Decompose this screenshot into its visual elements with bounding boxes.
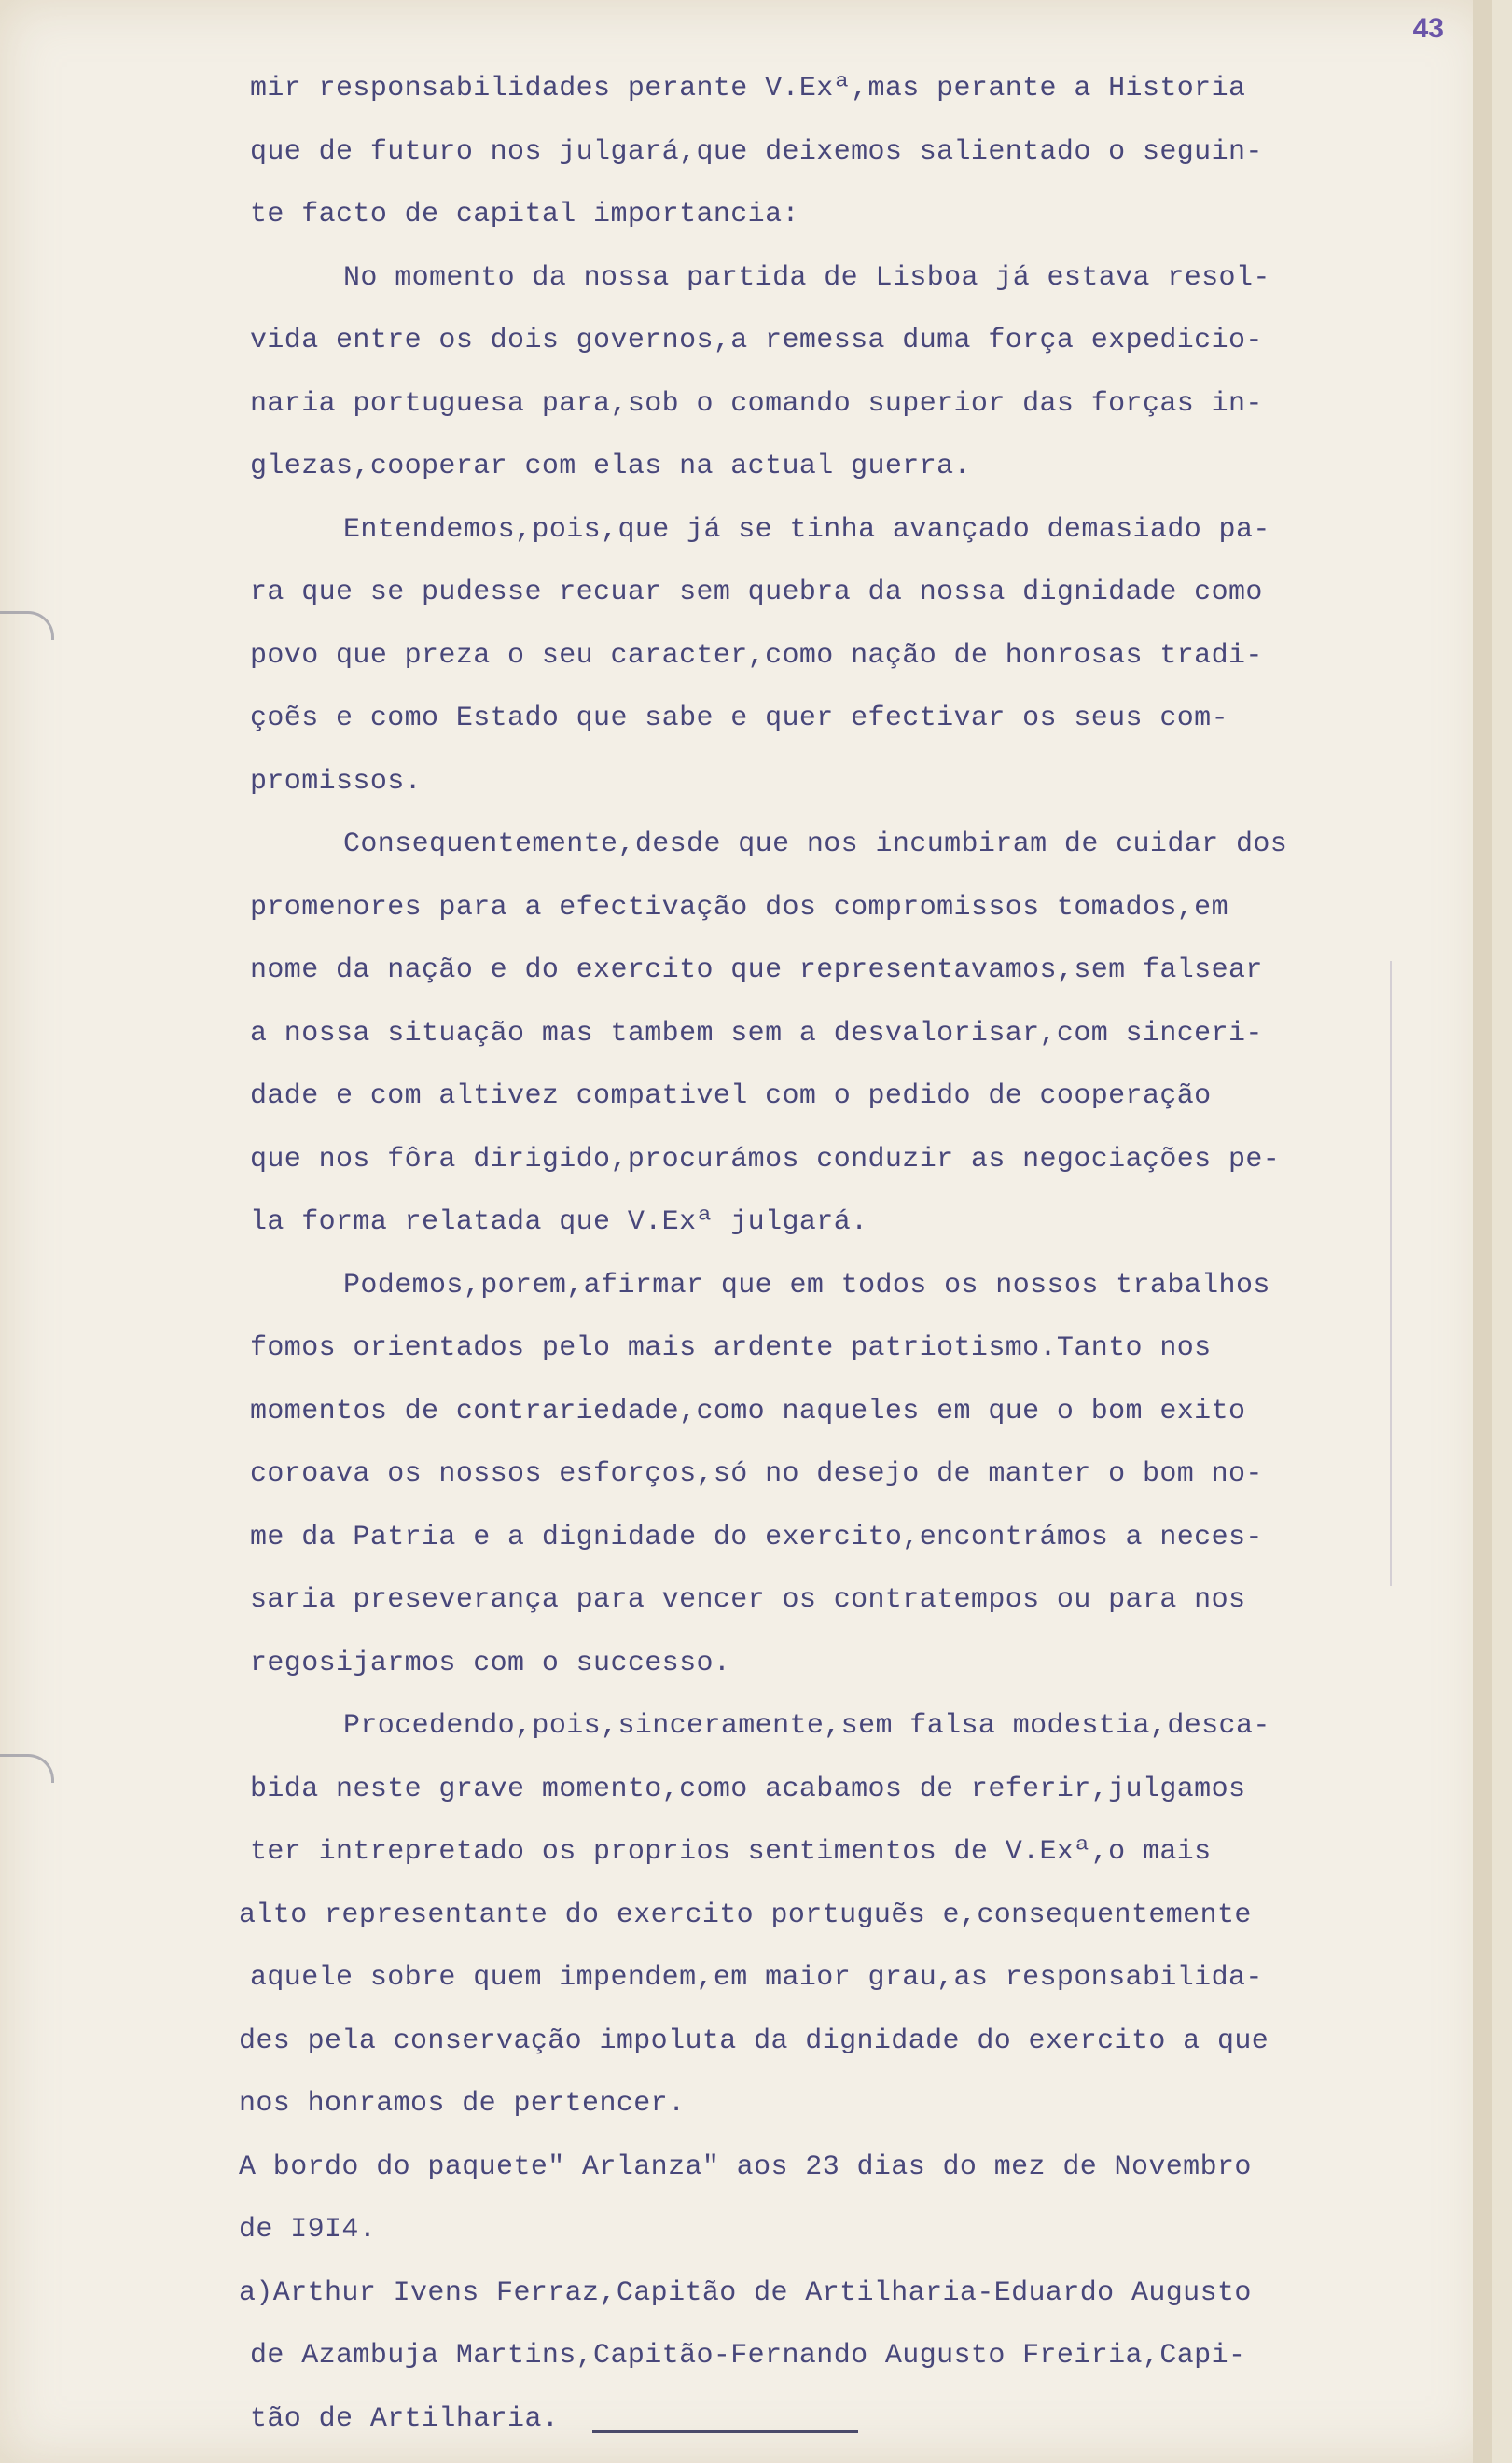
text-line: momentos de contrariedade,como naqueles em que o bom exito	[250, 1395, 1246, 1427]
text-line: promissos.	[250, 765, 423, 798]
text-line: promenores para a efectivação dos compromissos tomados,em	[250, 891, 1228, 924]
place-date-line: de I9I4.	[239, 2214, 377, 2246]
signature-line: a)Arthur Ivens Ferraz,Capitão de Artilharia-Eduardo Augusto	[239, 2276, 1252, 2309]
signature-line: de Azambuja Martins,Capitão-Fernando Augusto Freiria,Capi-	[250, 2340, 1246, 2372]
text-line: naria portuguesa para,sob o comando superior das forças in-	[250, 387, 1263, 420]
margin-mark	[0, 611, 54, 640]
text-line: que nos fôra dirigido,procurámos conduzir as negociações pe-	[250, 1143, 1281, 1176]
text-line: me da Patria e a dignidade do exercito,encontrámos a neces-	[250, 1521, 1263, 1553]
text-line: Entendemos,pois,que já se tinha avançado demasiado pa-	[343, 513, 1270, 546]
text-line: No momento da nossa partida de Lisboa já estava resol-	[343, 261, 1270, 294]
text-line: nome da nação e do exercito que representavamos,sem falsear	[250, 954, 1263, 986]
text-line: coroava os nossos esforços,só no desejo de manter o bom no-	[250, 1458, 1263, 1490]
closing-rule	[592, 2430, 858, 2433]
text-line: Podemos,porem,afirmar que em todos os nossos trabalhos	[343, 1269, 1270, 1301]
text-line: que de futuro nos julgará,que deixemos salientado o seguin-	[250, 135, 1263, 168]
text-line: te facto de capital importancia:	[250, 199, 799, 230]
signature-line: tão de Artilharia.	[250, 2402, 560, 2435]
text-line: nos honramos de pertencer.	[239, 2088, 686, 2120]
text-line: bida neste grave momento,como acabamos de referir,julgamos	[250, 1773, 1246, 1805]
text-line: ter intrepretado os proprios sentimentos de V.Exª,o mais	[250, 1836, 1212, 1868]
text-line: la forma relatada que V.Exª julgará.	[250, 1206, 868, 1238]
text-line: regosijarmos com o successo.	[250, 1647, 731, 1679]
text-line: povo que preza o seu caracter,como nação de honrosas tradi-	[250, 639, 1263, 672]
text-line: saria preseverança para vencer os contratempos ou para nos	[250, 1584, 1246, 1616]
text-line: glezas,cooperar com elas na actual guerra.	[250, 451, 971, 482]
text-line: ra que se pudesse recuar sem quebra da nossa dignidade como	[250, 577, 1263, 608]
text-line: aquele sobre quem impendem,em maior grau,as responsabilida-	[250, 1962, 1263, 1994]
page-number: 43	[1412, 13, 1444, 44]
text-line: vida entre os dois governos,a remessa duma força expedicio-	[250, 325, 1263, 356]
text-line: fomos orientados pelo mais ardente patriotismo.Tanto nos	[250, 1332, 1212, 1364]
text-line: Procedendo,pois,sinceramente,sem falsa modestia,desca-	[343, 1710, 1270, 1742]
paper-crease	[1390, 961, 1392, 1586]
text-line: a nossa situação mas tambem sem a desvalorisar,com sinceri-	[250, 1017, 1263, 1050]
text-line: alto representante do exercito portuguẽs e,consequentemente	[239, 1899, 1252, 1931]
place-date-line: A bordo do paquete" Arlanza" aos 23 dias do mez de Novembro	[239, 2150, 1252, 2183]
text-line: Consequentemente,desde que nos incumbiram de cuidar dos	[343, 828, 1288, 860]
letter-body	[239, 58, 1383, 2451]
text-line: çoẽs e como Estado que sabe e quer efectivar os seus com-	[250, 703, 1228, 734]
text-line: des pela conservação impoluta da dignidade do exercito a que	[239, 2025, 1269, 2057]
text-line: dade e com altivez compativel com o pedido de cooperação	[250, 1080, 1212, 1112]
margin-mark	[0, 1754, 54, 1783]
text-line: mir responsabilidades perante V.Exª,mas perante a Historia	[250, 73, 1246, 104]
page-edge	[1473, 0, 1492, 2463]
